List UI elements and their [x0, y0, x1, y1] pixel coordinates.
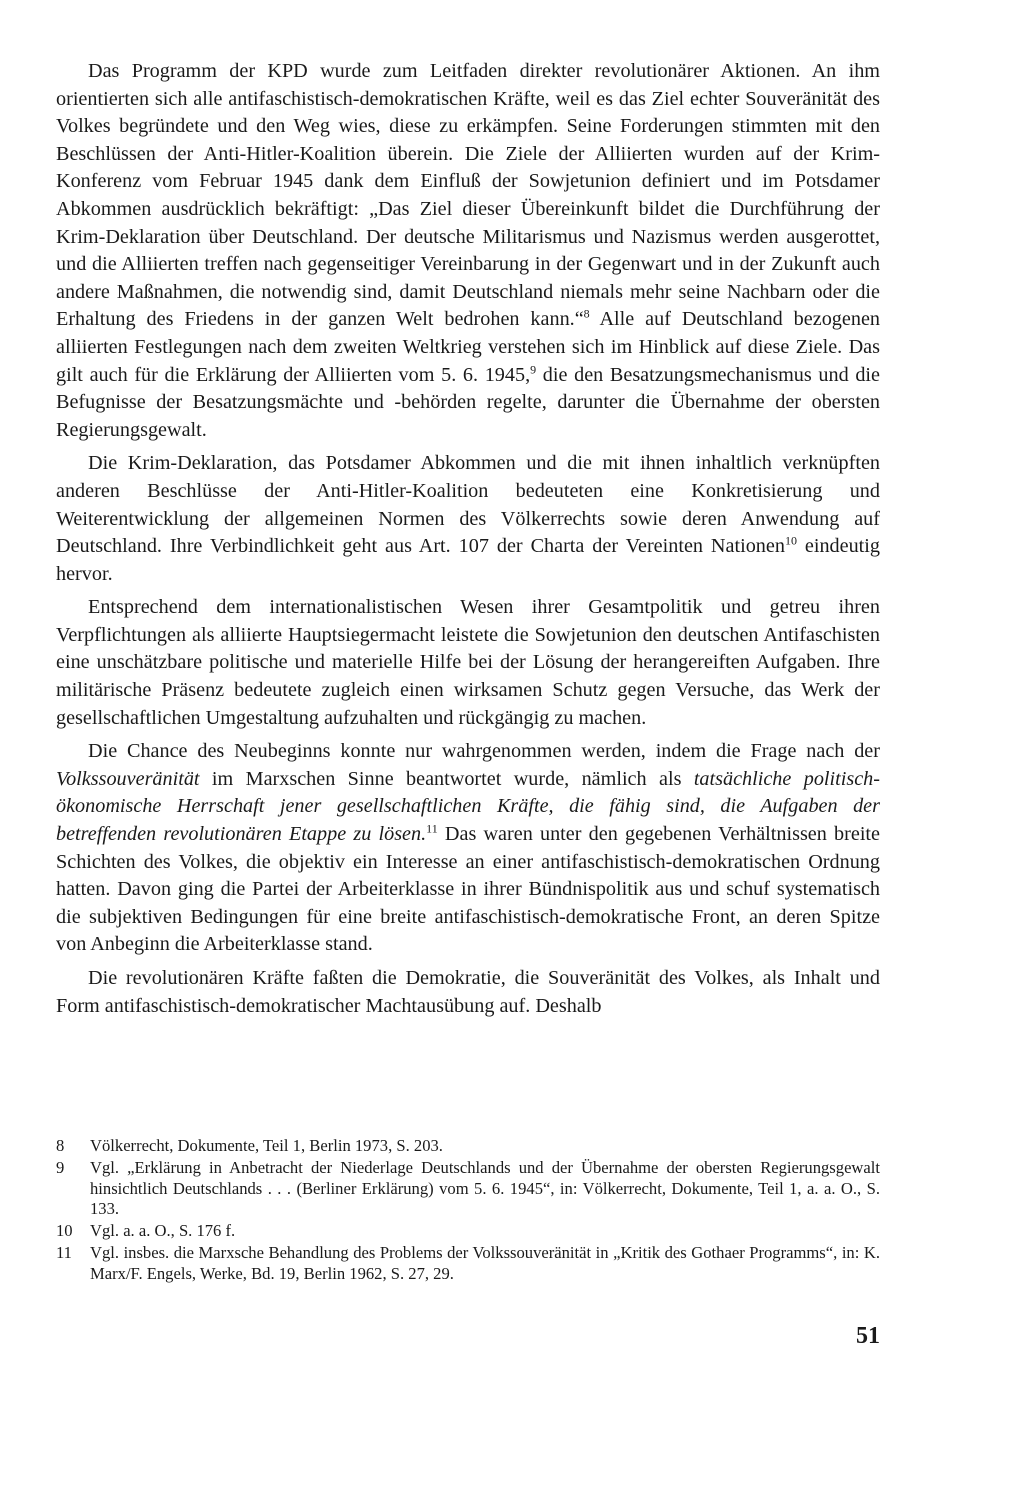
paragraph-3: [56, 594, 880, 732]
paragraph-4-text-c: Das waren unter den gegebenen Verhältnissen breite Schichten des Volkes, die objektiv ein Interesse an einer antifaschistisch-demokratischen Ordnung hatten. Davon ging die Partei der Arbeiterklasse in ihrer Bündnispolitik aus und schuf systematisch die subjektiven Bedingungen für eine breite antifaschistisch-demokratische Front, an deren Spitze von Anbeginn die Arbeiterklasse stand.: [56, 823, 881, 956]
main-text: [56, 58, 880, 1026]
footnote-10: [56, 1221, 880, 1242]
footnote-text: Völkerrecht, Dokumente, Teil 1, Berlin 1973, S. 203.: [90, 1136, 443, 1155]
paragraph-2: [56, 450, 880, 588]
footnote-ref-8: 8: [583, 306, 590, 321]
paragraph-1-text-b: Alle auf Deutschland bezogenen alliierten Festlegungen nach dem zweiten Weltkrieg verstehen sich im Hinblick auf diese Ziele. Das gilt auch für die Erklärung der Alliierten vom 5. 6. 1945,: [56, 308, 880, 386]
paragraph-4-text-b: im Marxschen Sinne beantwortet wurde, nämlich als: [199, 767, 694, 790]
footnote-number: 11: [56, 1242, 72, 1262]
paragraph-1-text: Das Programm der KPD wurde zum Leitfaden direkter revolutionärer Aktionen. An ihm orientierten sich alle antifaschistisch-demokratischen Kräfte, weil es das Ziel echter Souveränität des Volkes begründete und den Weg wies, diese zu erkämpfen. Seine Forderungen stimmten mit den Beschlüssen der Anti-Hitler-Koalition überein. Die Ziele der Alliierten wurden auf der Krim-Konferenz vom Februar 1945 dank dem Einfluß der Sowjetunion definiert und im Potsdamer Abkommen ausdrücklich bekräftigt: „Das Ziel dieser Übereinkunft bildet die Durchführung der Krim-Deklaration über Deutschland. Der deutsche Militarismus und Nazismus werden ausgerottet, und die Alliierten treffen nach gegenseitiger Vereinbarung in der Gegenwart und in der Zukunft auch andere Maßnahmen, die notwendig sind, damit Deutschland niemals mehr seine Nachbarn oder die Erhaltung des Friedens in der ganzen Welt bedrohen kann.“: [56, 60, 880, 331]
footnote-9: [56, 1158, 880, 1220]
paragraph-1: [56, 58, 880, 444]
footnote-number: 9: [56, 1157, 65, 1177]
footnote-ref-9: 9: [530, 361, 537, 376]
footnote-number: 8: [56, 1136, 65, 1155]
paragraph-3-text: Entsprechend dem internationalistischen Wesen ihrer Gesamtpolitik und getreu ihren Verpflichtungen als alliierte Hauptsiegermacht leistete die Sowjetunion den deutschen Antifaschisten eine unschätzbare politische und materielle Hilfe bei der Lösung der herangereiften Aufgaben. Ihre militärische Präsenz bedeutete zugleich einen wirksamen Schutz gegen Versuche, das Werk der gesellschaftlichen Umgestaltung aufzuhalten und rückgängig zu machen.: [56, 596, 880, 729]
paragraph-2-text: Die Krim-Deklaration, das Potsdamer Abkommen und die mit ihnen inhaltlich verknüpften anderen Beschlüsse der Anti-Hitler-Koalition bedeuteten eine Konkretisierung und Weiterentwicklung der allgemeinen Normen des Völkerrechts sowie deren Anwendung auf Deutschland. Ihre Verbindlichkeit geht aus Art. 107 der Charta der Vereinten Nationen: [56, 452, 880, 558]
footnote-ref-10: 10: [784, 533, 797, 548]
paragraph-4-emphasis-1: Volkssouveränität: [56, 767, 200, 790]
paragraph-4: [56, 738, 880, 959]
footnote-11: [56, 1243, 880, 1285]
paragraph-5-text: Die revolutionären Kräfte faßten die Demokratie, die Souveränität des Volkes, als Inhalt und Form antifaschistisch-demokratischer Machtausübung auf. Deshalb: [56, 967, 880, 1017]
footnotes: [56, 1136, 880, 1286]
paragraph-2-text-b: eindeutig hervor.: [56, 535, 880, 585]
footnote-ref-11: 11: [426, 821, 438, 836]
paragraph-5: [56, 965, 880, 1020]
footnote-text: Vgl. a. a. O., S. 176 f.: [90, 1221, 236, 1241]
paragraph-4-text: Die Chance des Neubeginns konnte nur wahrgenommen werden, indem die Frage nach der: [88, 740, 880, 763]
footnote-number: 10: [56, 1221, 73, 1241]
paragraph-4-emphasis-2: tatsächliche politisch-ökonomische Herrschaft jener gesellschaftlichen Kräfte, die fähig sind, die Aufgaben der betreffenden revolutionären Etappe zu lösen.: [56, 767, 880, 846]
page-number: 51: [856, 1323, 880, 1349]
footnote-text: Vgl. „Erklärung in Anbetracht der Niederlage Deutschlands und der Übernahme der obersten Regierungsgewalt hinsichtlich Deutschlands . . . (Berliner Erklärung) vom 5. 6. 1945“, in: Völkerrecht, Dokumente, Teil 1, a. a. O., S. 133.: [90, 1157, 880, 1219]
paragraph-1-text-c: die den Besatzungsmechanismus und die Befugnisse der Besatzungsmächte und -behörden regelte, darunter die Übernahme der obersten Regierungsgewalt.: [56, 363, 880, 441]
footnote-8: [56, 1136, 880, 1157]
footnote-text: Vgl. insbes. die Marxsche Behandlung des Problems der Volkssouveränität in „Kritik des Gothaer Programms“, in: K. Marx/F. Engels, Werke, Bd. 19, Berlin 1962, S. 27, 29.: [90, 1242, 880, 1283]
